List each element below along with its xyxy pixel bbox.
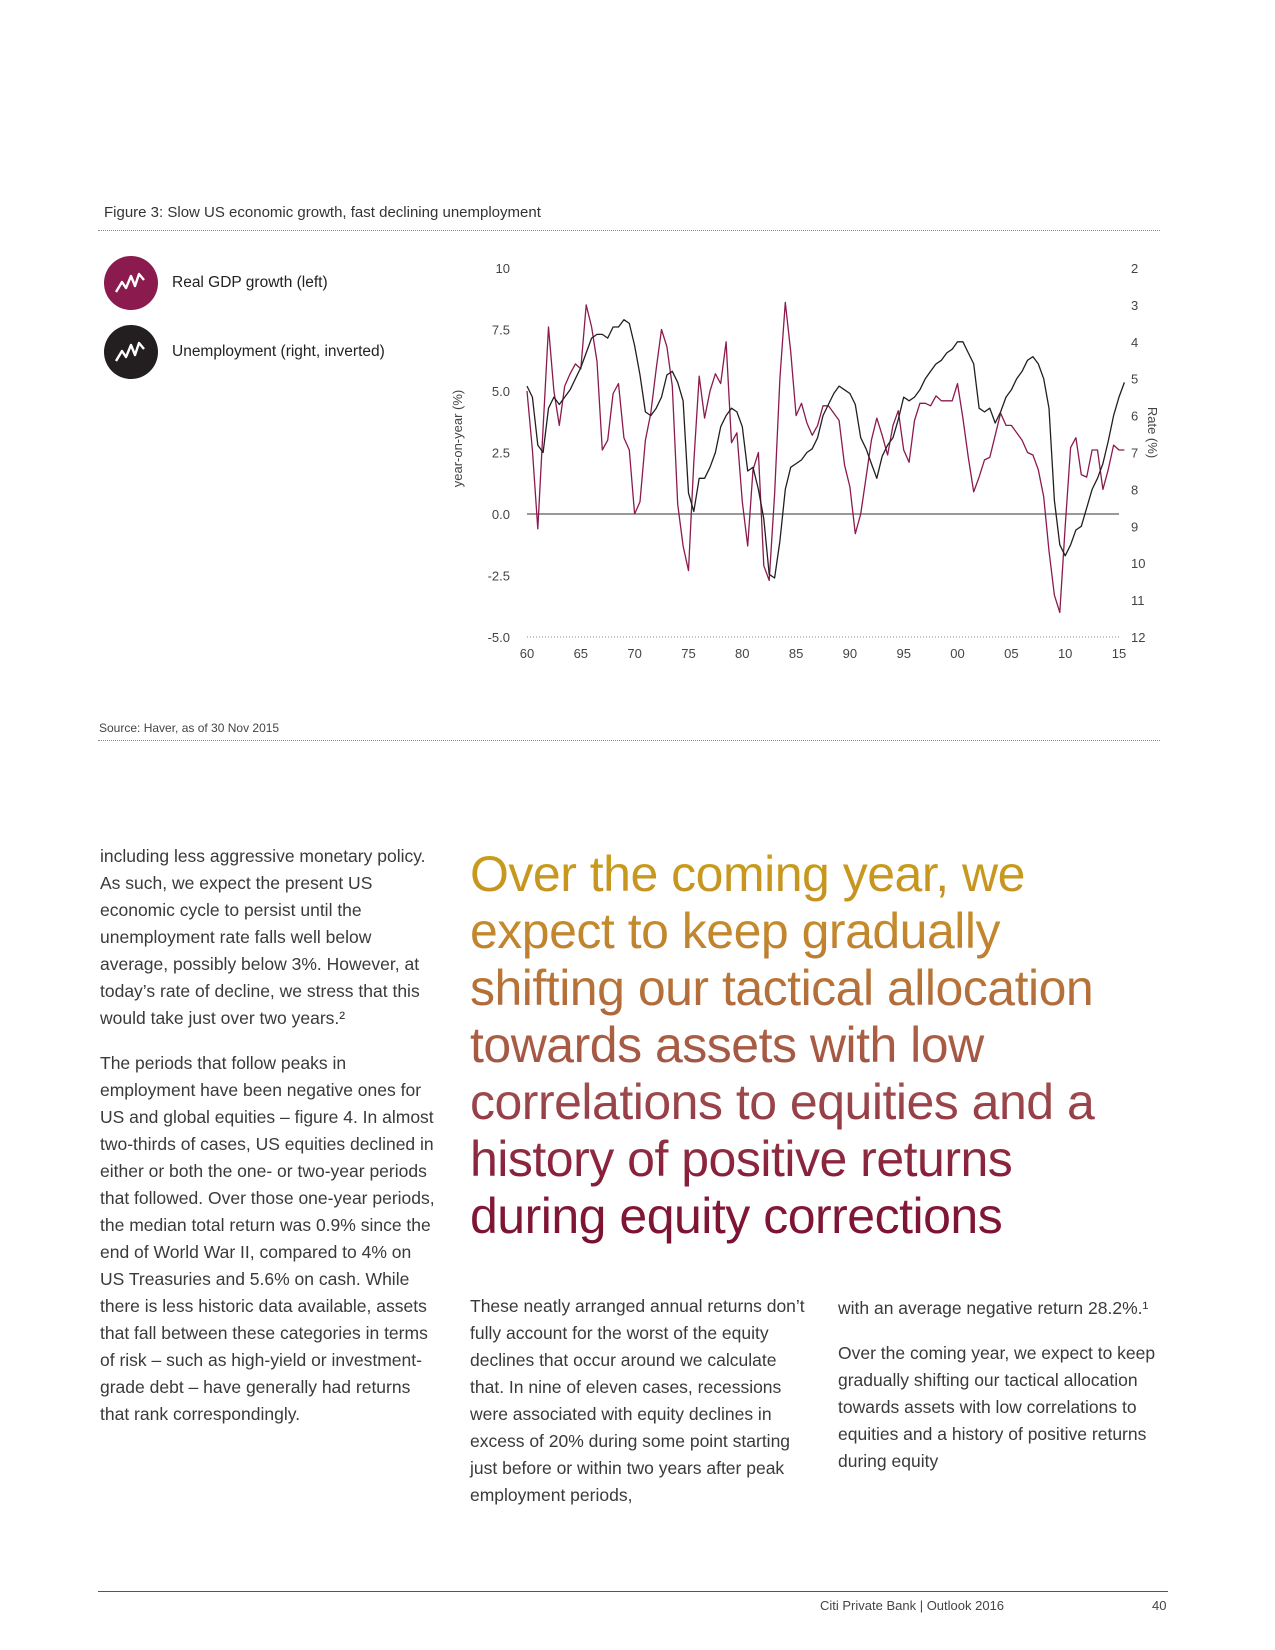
x-tick-label: 85	[788, 646, 804, 661]
legend-label-gdp: Real GDP growth (left)	[172, 274, 328, 291]
x-tick-label: 90	[842, 646, 858, 661]
y2-tick-label: 9	[1131, 519, 1139, 535]
y2-axis-label: Rate (%)	[1145, 406, 1160, 459]
y2-tick-label: 3	[1131, 297, 1139, 313]
x-tick-label: 05	[1004, 646, 1019, 661]
y-tick-label: 10	[495, 261, 510, 276]
footer-rule	[98, 1591, 1168, 1592]
y-axis-label: year-on-year (%)	[450, 389, 465, 488]
figure-bottom-rule	[98, 740, 1160, 741]
y2-tick-label: 7	[1131, 445, 1139, 461]
x-tick-label: 15	[1111, 646, 1127, 661]
y2-tick-label: 11	[1131, 593, 1145, 609]
legend-label-unemployment: Unemployment (right, inverted)	[172, 343, 385, 360]
figure-source: Source: Haver, as of 30 Nov 2015	[99, 721, 280, 735]
x-tick-label: 60	[519, 646, 535, 661]
middle-column	[470, 1293, 805, 1527]
paragraph: The periods that follow peaks in employment have been negative ones for US and global equities – figure 4. In almost two-thirds of cases, US equities declined in either or both the one- or two-year periods that followed. Over those one-year periods, the median total return was 0.9% since the end of World War II, compared to 4% on US Treasuries and 5.6% on cash. While there is less historic data available, assets that fall between these categories in terms of risk – such as high-yield or investment-grade debt – have generally had returns that rank correspondingly.	[100, 1053, 435, 1424]
gdp-series-line	[527, 302, 1124, 612]
y-tick-label: 0.0	[491, 507, 510, 522]
unemployment-series-line	[527, 320, 1124, 578]
paragraph: with an average negative return 28.2%.¹	[838, 1298, 1149, 1318]
right-column	[838, 1295, 1163, 1493]
y-tick-label: 5.0	[491, 384, 510, 399]
x-tick-label: 70	[627, 646, 642, 661]
x-tick-label: 10	[1057, 646, 1073, 661]
paragraph: including less aggressive monetary policy. As such, we expect the present US economic cycle to persist until the unemployment rate falls well below average, possibly below 3%. However, at today’s rate of decline, we stress that this would take just over two years.²	[100, 846, 426, 1028]
y2-tick-label: 12	[1131, 630, 1146, 645]
left-column	[100, 843, 440, 1446]
page-number: 40	[1152, 1598, 1167, 1613]
y2-tick-label: 8	[1131, 482, 1139, 498]
x-tick-label: 75	[681, 646, 696, 661]
line-chart	[0, 0, 1275, 700]
y2-tick-label: 5	[1131, 371, 1139, 387]
y-tick-label: 2.5	[491, 445, 510, 461]
x-tick-label: 80	[735, 646, 750, 661]
x-tick-label: 65	[573, 646, 589, 661]
figure-title: Figure 3: Slow US economic growth, fast declining unemployment	[104, 204, 541, 221]
paragraph: Over the coming year, we expect to keep gradually shifting our tactical allocation towards assets with low correlations to equities and a history of positive returns during equity	[838, 1343, 1156, 1471]
pull-quote: Over the coming year, we expect to keep gradually shifting our tactical allocation towards assets with low correlations to equities and a history of positive returns during equity corrections	[470, 846, 1150, 1245]
x-tick-label: 00	[950, 646, 965, 661]
paragraph: These neatly arranged annual returns don’t fully account for the worst of the equity declines that occur around we calculate that. In nine of eleven cases, recessions were associated with equity declines in excess of 20% during some point starting just before or within two years after peak employment periods,	[470, 1296, 805, 1505]
y2-tick-label: 4	[1131, 334, 1139, 350]
y-tick-label: -5.0	[487, 630, 510, 645]
y-tick-label: 7.5	[491, 322, 510, 338]
y2-tick-label: 10	[1131, 556, 1146, 572]
footer-publication: Citi Private Bank | Outlook 2016	[820, 1598, 1005, 1613]
y2-tick-label: 2	[1131, 261, 1139, 276]
y2-tick-label: 6	[1131, 408, 1139, 424]
x-tick-label: 95	[896, 646, 911, 661]
y-tick-label: -2.5	[487, 568, 510, 584]
